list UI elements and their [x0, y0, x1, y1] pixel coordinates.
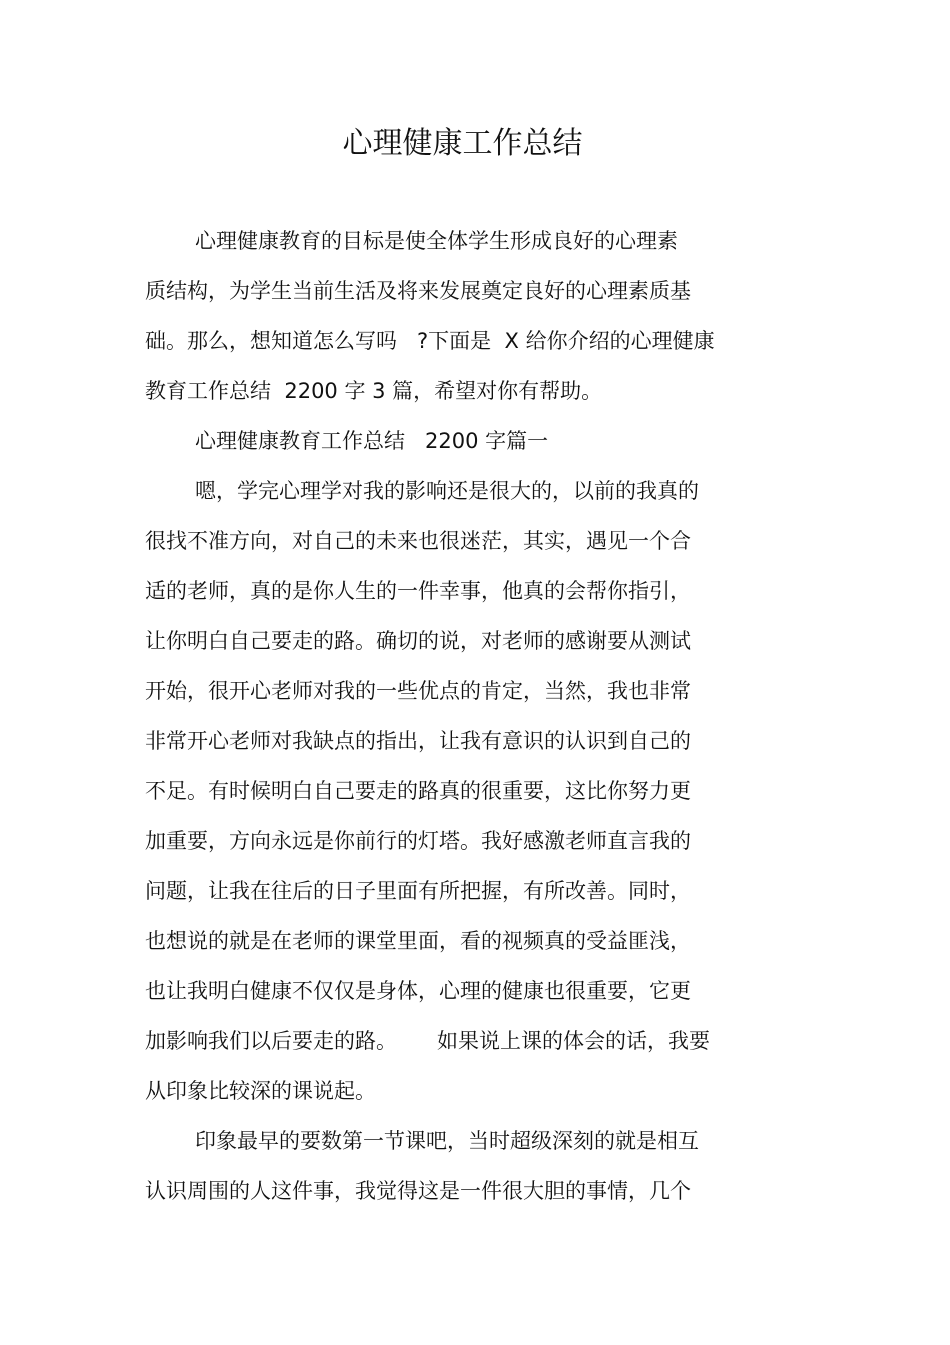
document-title: 心理健康工作总结 — [342, 126, 583, 161]
section-heading-1: 心理健康教育工作总结 2200 字篇一 — [195, 429, 549, 453]
text-line-7: 很找不准方向，对自己的未来也很迷茫，其实，遇见一个合 — [145, 529, 691, 553]
text-line-13: 加重要，方向永远是你前行的灯塔。我好感激老师直言我的 — [145, 829, 691, 853]
text-line-8: 适的老师，真的是你人生的一件幸事，他真的会帮你指引， — [145, 579, 691, 603]
text-line-16: 也让我明白健康不仅仅是身体，心理的健康也很重要，它更 — [145, 979, 691, 1003]
text-line-3: 础。那么，想知道怎么写吗 ?下面是 X 给你介绍的心理健康 — [145, 329, 715, 353]
text-line-19: 印象最早的要数第一节课吧，当时超级深刻的就是相互 — [195, 1129, 699, 1153]
text-line-12: 不足。有时候明白自己要走的路真的很重要，这比你努力更 — [145, 779, 691, 803]
text-line-1: 心理健康教育的目标是使全体学生形成良好的心理素 — [195, 229, 678, 253]
text-line-15: 也想说的就是在老师的课堂里面，看的视频真的受益匪浅， — [145, 929, 691, 953]
text-line-17: 加影响我们以后要走的路。 如果说上课的体会的话，我要 — [145, 1029, 711, 1053]
text-line-6: 嗯，学完心理学对我的影响还是很大的，以前的我真的 — [195, 479, 699, 503]
text-line-14: 问题，让我在往后的日子里面有所把握，有所改善。同时， — [145, 879, 691, 903]
text-line-18: 从印象比较深的课说起。 — [145, 1079, 376, 1103]
text-line-11: 非常开心老师对我缺点的指出，让我有意识的认识到自己的 — [145, 729, 691, 753]
text-line-10: 开始，很开心老师对我的一些优点的肯定，当然，我也非常 — [145, 679, 691, 703]
text-line-20: 认识周围的人这件事，我觉得这是一件很大胆的事情，几个 — [145, 1179, 691, 1203]
text-line-2: 质结构，为学生当前生活及将来发展奠定良好的心理素质基 — [145, 279, 691, 303]
text-line-4: 教育工作总结 2200 字 3 篇，希望对你有帮助。 — [145, 379, 603, 403]
text-line-9: 让你明白自己要走的路。确切的说，对老师的感谢要从测试 — [145, 629, 691, 653]
